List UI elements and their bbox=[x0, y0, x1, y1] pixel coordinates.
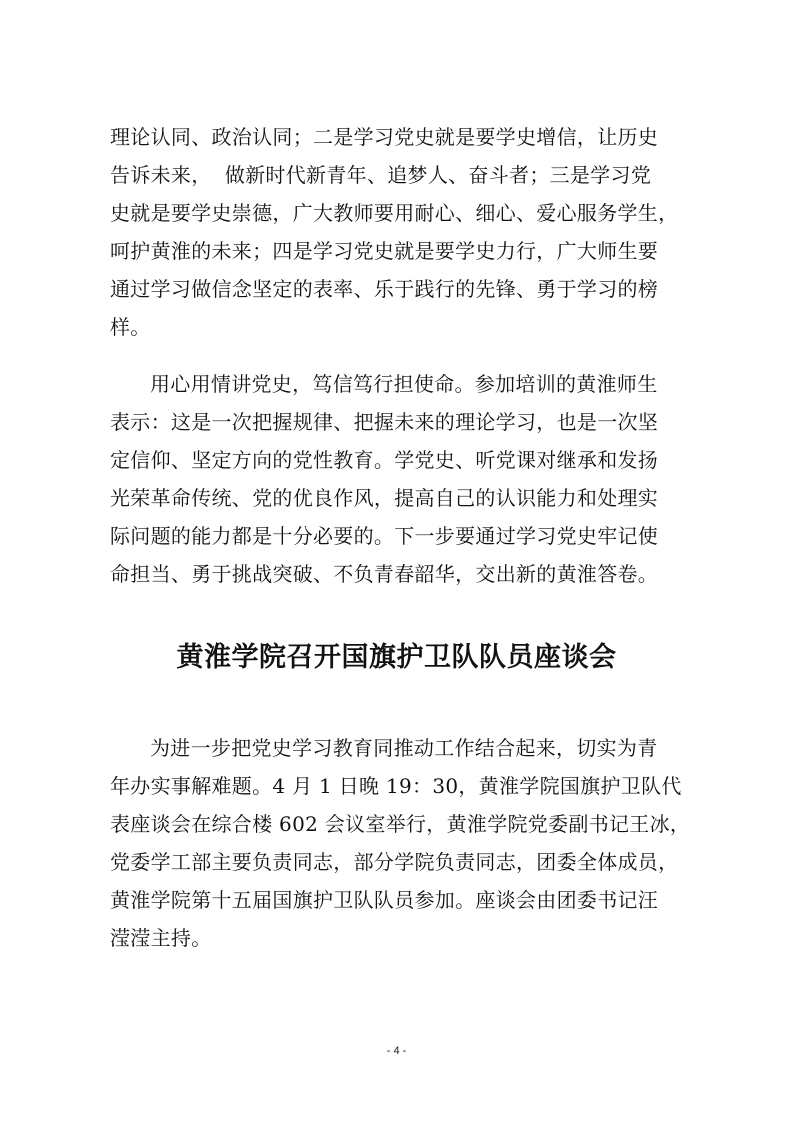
paragraph-first-line: 用心用情讲党史，笃信笃行担使命。参加培训的黄淮师生 bbox=[150, 372, 658, 396]
paragraph-continuation bbox=[110, 118, 690, 346]
paragraph-line: 年办实事解难题。4 月 1 日晚 19：30，黄淮学院国旗护卫队代 bbox=[110, 774, 682, 798]
page-number: - 4 - bbox=[386, 1045, 407, 1057]
paragraph-line: 表示：这是一次把握规律、把握未来的理论学习，也是一次坚 bbox=[110, 410, 659, 434]
paragraph-line: 定信仰、坚定方向的党性教育。学党史、听党课对继承和发扬 bbox=[110, 448, 659, 472]
paragraph-line: 表座谈会在综合楼 602 会议室举行，黄淮学院党委副书记王冰， bbox=[110, 812, 691, 836]
paragraph-line: 告诉未来， 做新时代新青年、追梦人、奋斗者；三是学习党 bbox=[110, 163, 652, 187]
paragraph-line: 际问题的能力都是十分必要的。下一步要通过学习党史牢记使 bbox=[110, 524, 659, 548]
paragraph-line: 党委学工部主要负责同志，部分学院负责同志，团委全体成员， bbox=[110, 850, 679, 874]
paragraph-second bbox=[110, 365, 690, 593]
paragraph-line: 样。 bbox=[110, 315, 151, 339]
paragraph-first-line: 为进一步把党史学习教育同推动工作结合起来，切实为青 bbox=[150, 736, 658, 760]
paragraph-line: 滢滢主持。 bbox=[110, 926, 212, 950]
paragraph-line: 史就是要学史崇德，广大教师要用耐心、细心、爱心服务学生， bbox=[110, 201, 679, 225]
paragraph-line: 通过学习做信念坚定的表率、乐于践行的先锋、勇于学习的榜 bbox=[110, 277, 659, 301]
paragraph-line: 命担当、勇于挑战突破、不负青春韶华，交出新的黄淮答卷。 bbox=[110, 562, 659, 586]
paragraph-line: 理论认同、政治认同；二是学习党史就是要学史增信，让历史 bbox=[110, 125, 659, 149]
paragraph-line: 光荣革命传统、党的优良作风，提高自己的认识能力和处理实 bbox=[110, 486, 659, 510]
paragraph-third bbox=[110, 729, 690, 957]
paragraph-line: 黄淮学院第十五届国旗护卫队队员参加。座谈会由团委书记汪 bbox=[110, 888, 659, 912]
section-heading: 黄淮学院召开国旗护卫队队员座谈会 bbox=[176, 642, 617, 673]
paragraph-line: 呵护黄淮的未来；四是学习党史就是要学史力行，广大师生要 bbox=[110, 239, 659, 263]
